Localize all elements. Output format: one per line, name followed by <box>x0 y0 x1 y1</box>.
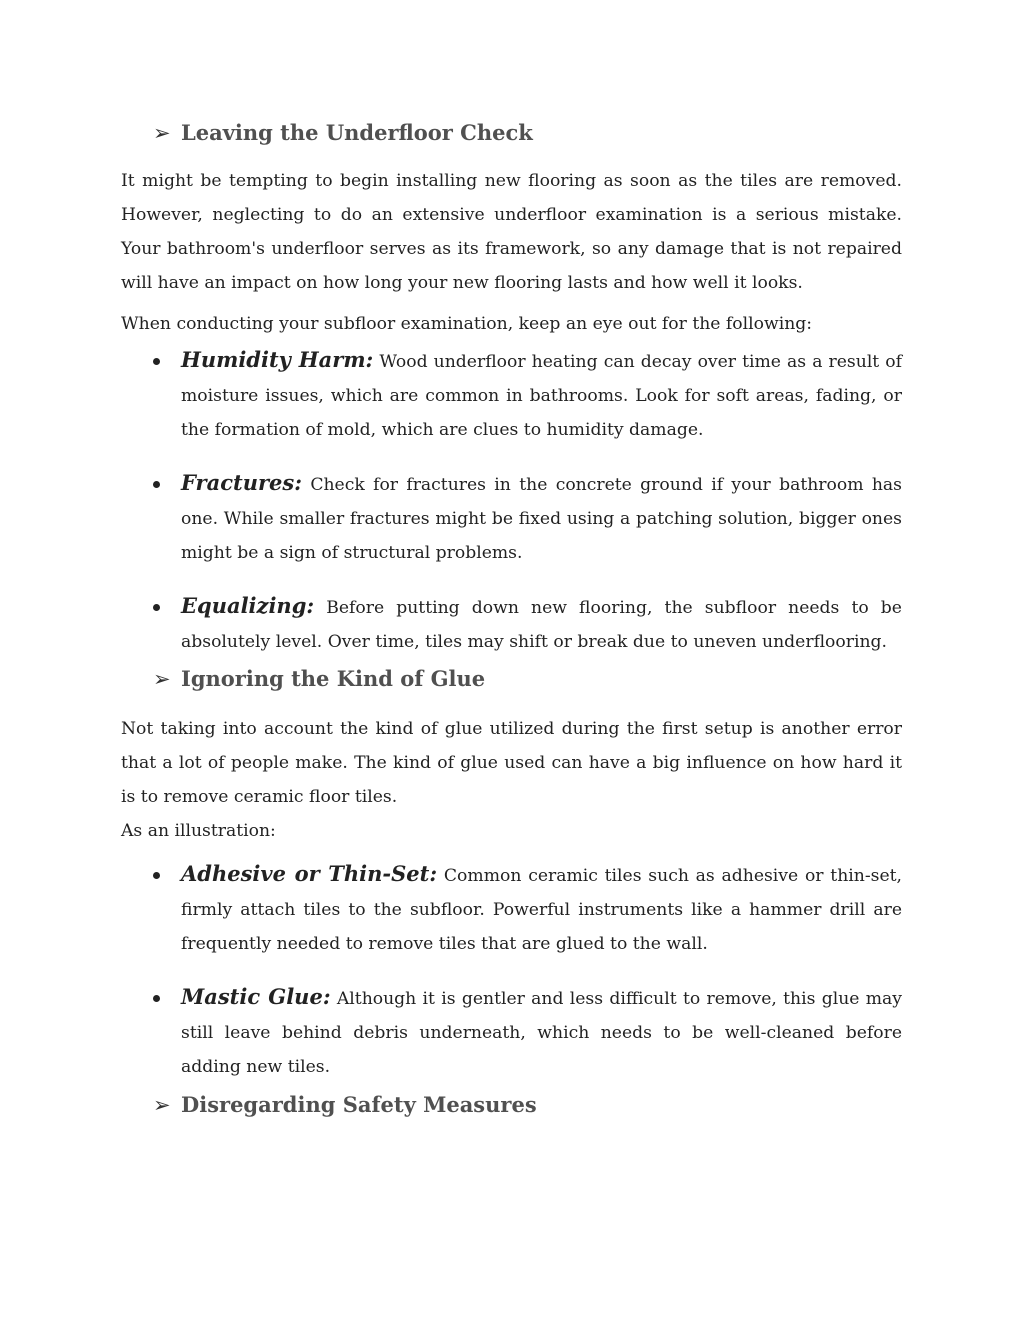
paragraph-glue-intro: Not taking into account the kind of glue utilized during the first setup is another error that a lot of people make. The kind of glue used can have a big influence on how hard it is to remove ceramic floor tiles. <box>121 719 902 807</box>
list-item-term: Mastic Glue: <box>181 984 331 1009</box>
list-item-term: Humidity Harm: <box>181 347 374 372</box>
list-item-text: Check for fractures in the concrete ground if your bathroom has one. While smaller fractures might be fixed using a patching solution, bigger ones might be a sign of structural problems. <box>181 475 902 563</box>
bullet-dot-icon <box>153 604 160 611</box>
list-item-text: Before putting down new flooring, the subfloor needs to be absolutely level. Over time, tiles may shift or break due to uneven underflooring. <box>181 598 902 652</box>
paragraph-underfloor-lead: When conducting your subfloor examination, keep an eye out for the following: <box>121 314 813 334</box>
arrow-bullet-icon: ➢ <box>153 667 171 691</box>
heading-text: Leaving the Underfloor Check <box>181 120 533 145</box>
arrow-bullet-icon: ➢ <box>153 1093 171 1117</box>
section-heading-underfloor <box>153 119 533 147</box>
list-item-term: Equalizing: <box>181 593 315 618</box>
list-item-body <box>181 857 902 961</box>
list-item-body <box>181 980 902 1084</box>
bullet-dot-icon <box>153 872 160 879</box>
list-item-body <box>181 589 902 659</box>
list-item-text: Although it is gentler and less difficult to remove, this glue may still leave behind debris underneath, which needs to be well-cleaned before adding new tiles. <box>181 989 903 1077</box>
list-item-term: Fractures: <box>181 470 302 495</box>
list-item-body <box>181 343 902 447</box>
paragraph-glue-lead: As an illustration: <box>121 821 276 841</box>
heading-text: Disregarding Safety Measures <box>181 1092 537 1117</box>
paragraph-underfloor-intro: It might be tempting to begin installing new flooring as soon as the tiles are removed. However, neglecting to do an extensive underfloor examination is a serious mistake. Your bathroom's underfloor serves as its framework, so any damage that is not repaired will have an impact on how long your new flooring lasts and how well it looks. <box>121 171 902 293</box>
list-item-text: Wood underfloor heating can decay over time as a result of moisture issues, which are common in bathrooms. Look for soft areas, fading, or the formation of mold, which are clues to humidity damage. <box>181 352 903 440</box>
bullet-dot-icon <box>153 358 160 365</box>
section-heading-safety <box>153 1091 537 1119</box>
heading-text: Ignoring the Kind of Glue <box>181 666 486 691</box>
section-heading-glue <box>153 665 485 693</box>
list-item-body <box>181 466 902 570</box>
arrow-bullet-icon: ➢ <box>153 121 171 145</box>
bullet-dot-icon <box>153 481 160 488</box>
list-item-text: Common ceramic tiles such as adhesive or thin-set, firmly attach tiles to the subfloor. Powerful instruments like a hammer drill are frequently needed to remove tiles that are glued to the wall. <box>181 866 903 954</box>
list-item-term: Adhesive or Thin-Set: <box>181 861 438 886</box>
bullet-dot-icon <box>153 995 160 1002</box>
